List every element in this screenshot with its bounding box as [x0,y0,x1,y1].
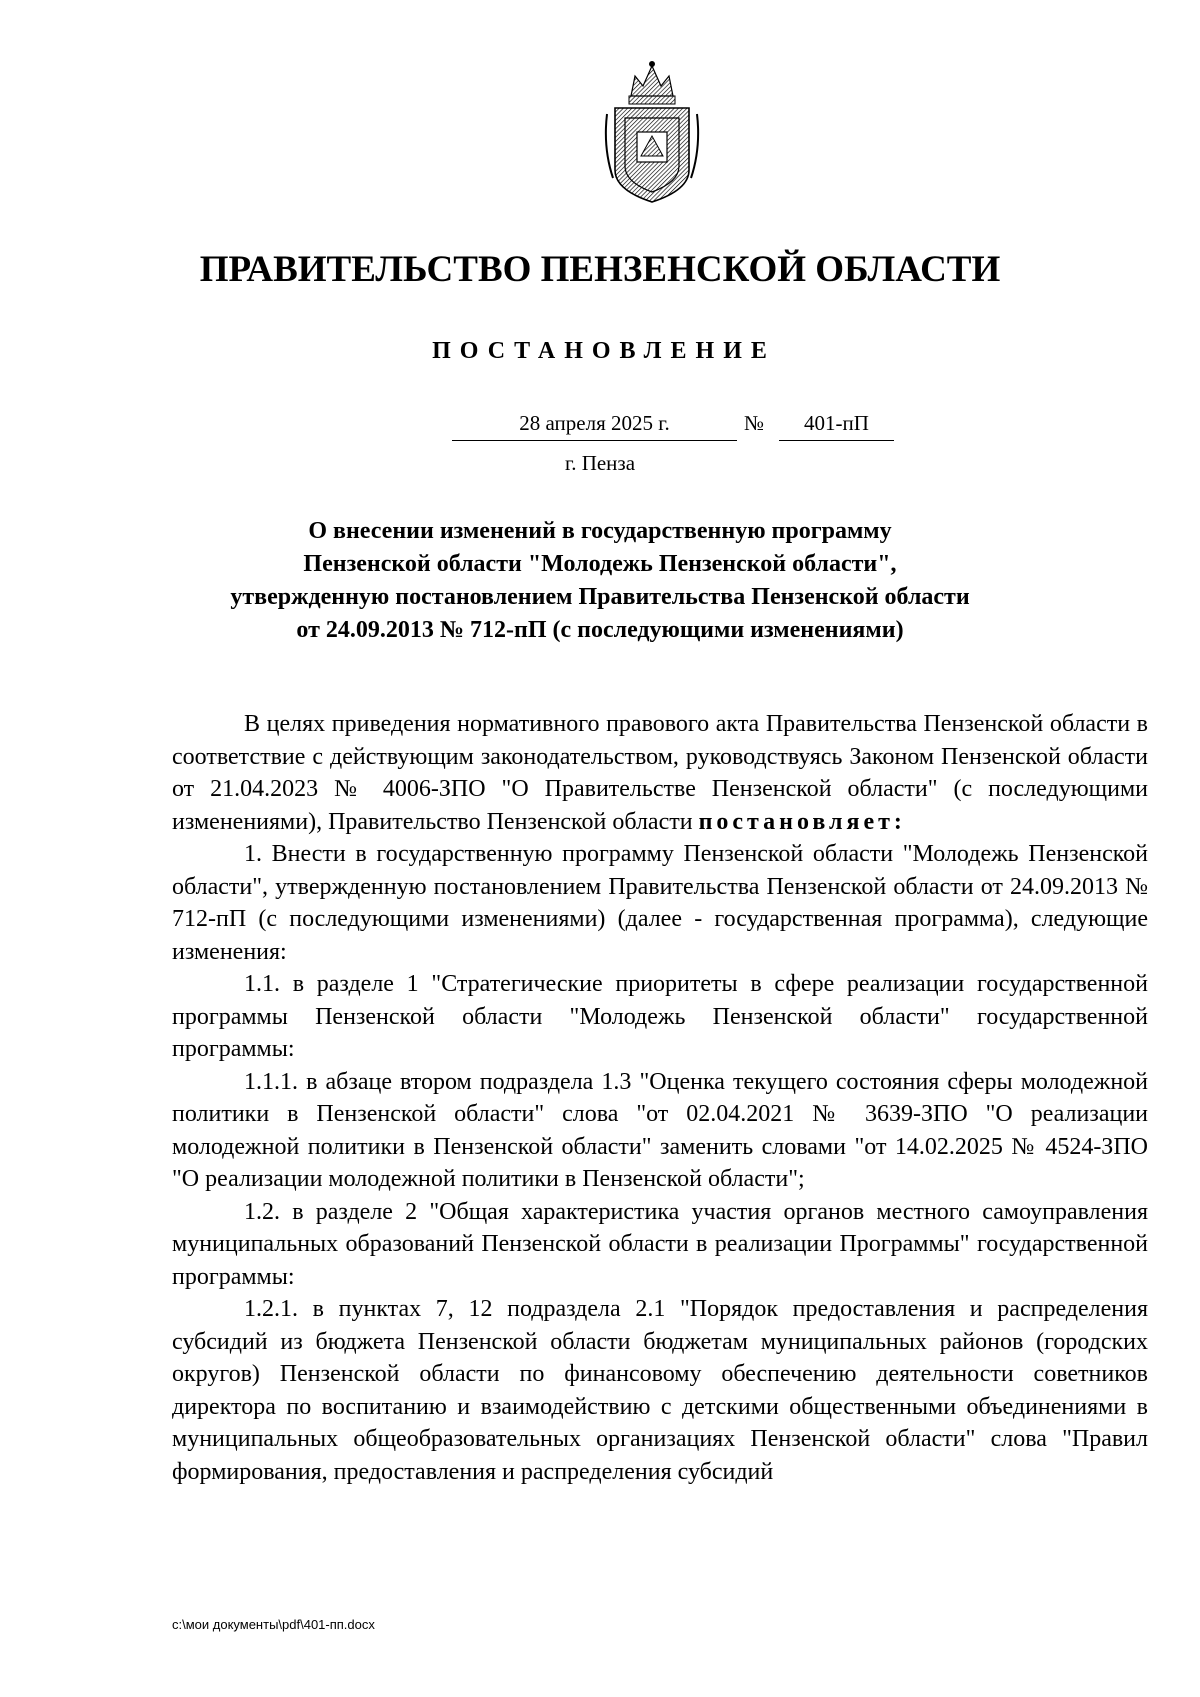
file-path-footer: c:\мои документы\pdf\401-пп.docx [172,1617,375,1632]
decree-word: постановляет: [698,808,906,835]
title-line: О внесении изменений в государственную программу [308,518,892,544]
title-line: от 24.09.2013 № 712-пП (с последующими изменениями) [296,617,904,643]
preamble-paragraph [172,708,1148,838]
clause-paragraph: 1.1.1. в абзаце втором подраздела 1.3 "Оценка текущего состояния сферы молодежной политики в Пензенской области" слова "от 02.04.2021 № 3639-ЗПО "О реализации молодежной политики в Пензенской области" заменить словами "от 14.02.2025 № 4524-ЗПО "О реализации молодежной политики в Пензенской области"; [172,1068,1148,1192]
document-number: 401-пП [779,410,894,441]
city-name: г. Пенза [564,451,636,475]
organization-title: ПРАВИТЕЛЬСТВО ПЕНЗЕНСКОЙ ОБЛАСТИ [199,249,1001,290]
clause-paragraph: 1.2.1. в пунктах 7, 12 подраздела 2.1 "Порядок предоставления и распределения субсидий из бюджета Пензенской области бюджетам муниципальных районов (городских округов) Пензенской области по финансовому обеспечению деятельности советников директора по воспитанию и взаимодействию с детскими общественными объединениями в муниципальных общеобразовательных организациях Пензенской области" слова "Правил формирования, предоставления и распределения субсидий [172,1296,1148,1485]
coat-of-arms-emblem-icon [601,58,703,208]
clause-paragraph: 1.2. в разделе 2 "Общая характеристика участия органов местного самоуправления муниципальных образований Пензенской области в реализации Программы" государственной программы: [172,1198,1148,1290]
document-type-heading: ПОСТАНОВЛЕНИЕ [432,338,776,364]
title-line: утвержденную постановлением Правительства Пензенской области [230,584,970,610]
document-title [150,515,1050,647]
clause-paragraph: 1. Внести в государственную программу Пензенской области "Молодежь Пензенской области", утвержденную постановлением Правительства Пензенской области от 24.09.2013 № 712-пП (с последующими изменениями) (далее - государственная программа), следующие изменения: [172,841,1148,965]
preamble-text: В целях приведения нормативного правового акта Правительства Пензенской области в соответствие с действующим законодательством, руководствуясь Законом Пензенской области от 21.04.2023 № 4006-ЗПО "О Правительстве Пензенской области" (с последующими изменениями), Правительство Пензенской области [172,711,1148,835]
title-line: Пензенской области "Молодежь Пензенской области", [303,551,897,577]
document-date: 28 апреля 2025 г. [452,410,737,441]
document-body [172,708,1148,1488]
clause-paragraph: 1.1. в разделе 1 "Стратегические приоритеты в сфере реализации государственной программы Пензенской области "Молодежь Пензенской области" государственной программы: [172,971,1148,1062]
number-sign: № [744,411,765,435]
